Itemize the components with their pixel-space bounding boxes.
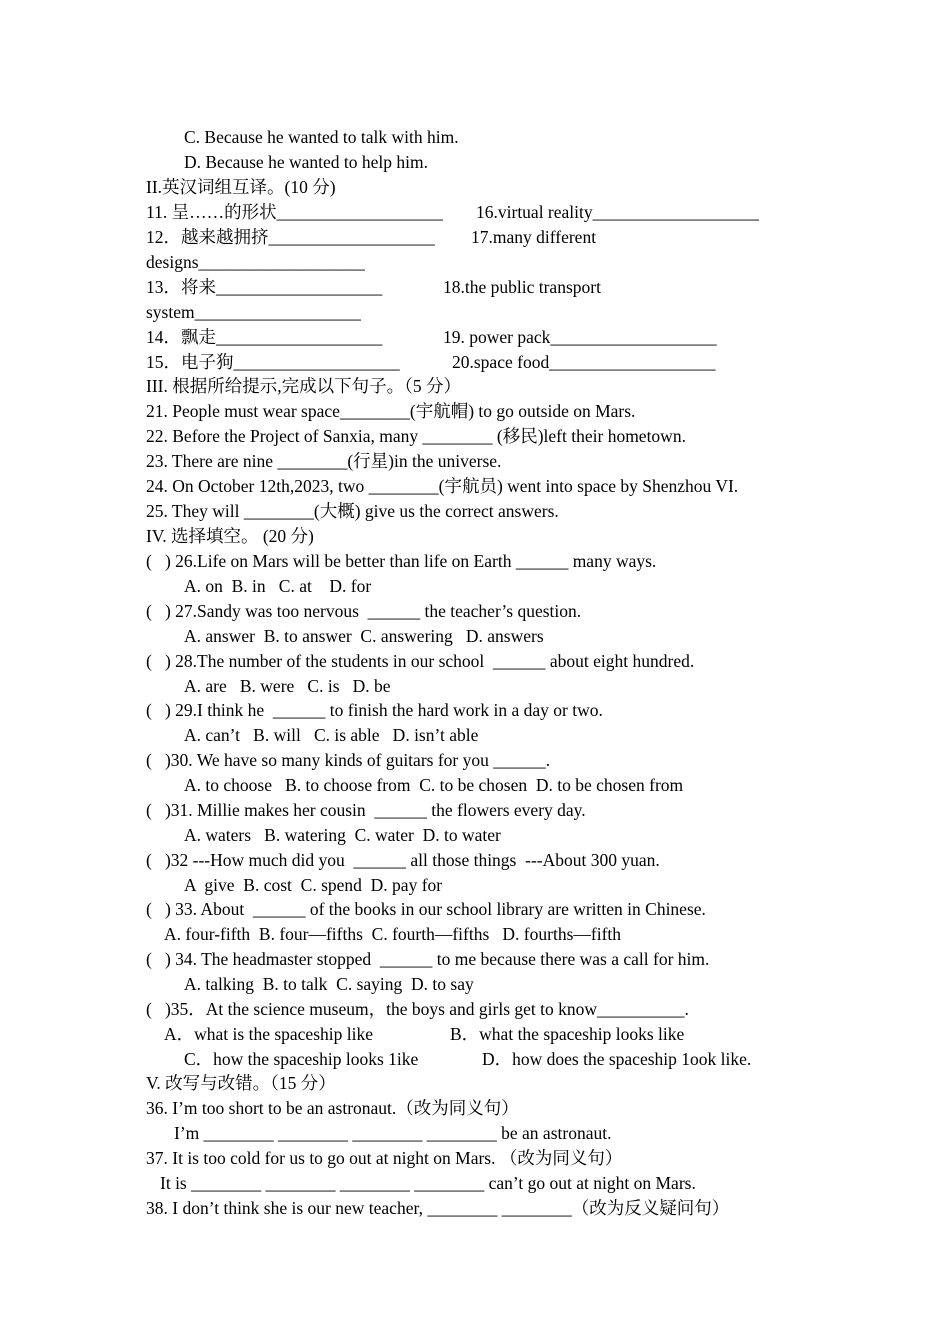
item-18: 18.the public transport bbox=[443, 277, 601, 297]
item-23: 23. There are nine ________(行星)in the universe. bbox=[146, 451, 502, 471]
question-37: 37. It is too cold for us to go out at night on Mars. （改为同义句） bbox=[146, 1148, 623, 1168]
section-ii-heading: II.英汉词组互译。(10 分) bbox=[146, 177, 336, 197]
question-27: ( ) 27.Sandy was too nervous ______ the teacher’s question. bbox=[146, 601, 582, 621]
item-18-cont: system___________________ bbox=[146, 302, 361, 322]
item-13: 13．将来___________________ bbox=[146, 277, 383, 297]
question-36: 36. I’m too short to be an astronaut.（改为同义句） bbox=[146, 1098, 519, 1118]
question-32: ( )32 ---How much did you ______ all those things ---About 300 yuan. bbox=[146, 850, 660, 870]
options-33: A. four-fifth B. four—fifths C. fourth—fifths D. fourths—fifth bbox=[164, 924, 622, 944]
options-28: A. are B. were C. is D. be bbox=[184, 676, 391, 696]
item-16: 16.virtual reality___________________ bbox=[476, 202, 759, 222]
question-33: ( ) 33. About ______ of the books in our school library are written in Chinese. bbox=[146, 899, 706, 919]
item-12: 12．越来越拥挤___________________ bbox=[146, 227, 435, 247]
question-38: 38. I don’t think she is our new teacher, ________ ________（改为反义疑问句） bbox=[146, 1198, 730, 1218]
item-24: 24. On October 12th,2023, two ________(宇航员) went into space by Shenzhou VI. bbox=[146, 476, 739, 496]
option-35b: B．what the spaceship looks like bbox=[450, 1024, 685, 1044]
item-25: 25. They will ________(大概) give us the correct answers. bbox=[146, 501, 559, 521]
question-28: ( ) 28.The number of the students in our school ______ about eight hundred. bbox=[146, 651, 695, 671]
option-d-prev: D. Because he wanted to help him. bbox=[184, 152, 428, 172]
options-32: A give B. cost C. spend D. pay for bbox=[184, 875, 443, 895]
item-19: 19. power pack___________________ bbox=[443, 327, 717, 347]
question-31: ( )31. Millie makes her cousin ______ the flowers every day. bbox=[146, 800, 586, 820]
question-30: ( )30. We have so many kinds of guitars for you ______. bbox=[146, 750, 551, 770]
options-30: A. to choose B. to choose from C. to be chosen D. to be chosen from bbox=[184, 775, 684, 795]
options-31: A. waters B. watering C. water D. to water bbox=[184, 825, 501, 845]
option-35a: A．what is the spaceship like bbox=[164, 1024, 373, 1044]
item-17-cont: designs___________________ bbox=[146, 252, 365, 272]
item-17: 17.many different bbox=[471, 227, 597, 247]
section-v-heading: V. 改写与改错。（15 分） bbox=[146, 1073, 336, 1093]
option-35d: D．how does the spaceship 1ook like. bbox=[482, 1049, 752, 1069]
question-35: ( )35．At the science museum，the boys and girls get to know__________. bbox=[146, 999, 689, 1019]
answer-37: It is ________ ________ ________ ________ can’t go out at night on Mars. bbox=[160, 1173, 696, 1193]
option-35c: C．how the spaceship looks 1ike bbox=[184, 1049, 419, 1069]
question-34: ( ) 34. The headmaster stopped ______ to me because there was a call for him. bbox=[146, 949, 710, 969]
options-34: A. talking B. to talk C. saying D. to say bbox=[184, 974, 474, 994]
item-14: 14．飘走___________________ bbox=[146, 327, 383, 347]
question-26: ( ) 26.Life on Mars will be better than life on Earth ______ many ways. bbox=[146, 551, 657, 571]
item-15: 15．电子狗___________________ bbox=[146, 352, 400, 372]
option-c-prev: C. Because he wanted to talk with him. bbox=[184, 127, 459, 147]
section-iii-heading: III. 根据所给提示,完成以下句子。（5 分） bbox=[146, 376, 461, 396]
item-22: 22. Before the Project of Sanxia, many ________ (移民)left their hometown. bbox=[146, 426, 686, 446]
options-27: A. answer B. to answer C. answering D. answers bbox=[184, 626, 544, 646]
answer-36: I’m ________ ________ ________ ________ be an astronaut. bbox=[174, 1123, 612, 1143]
options-26: A. on B. in C. at D. for bbox=[184, 576, 372, 596]
question-29: ( ) 29.I think he ______ to finish the hard work in a day or two. bbox=[146, 700, 603, 720]
options-29: A. can’t B. will C. is able D. isn’t able bbox=[184, 725, 479, 745]
item-11: 11. 呈……的形状___________________ bbox=[146, 202, 443, 222]
item-21: 21. People must wear space________(宇航帽) to go outside on Mars. bbox=[146, 401, 636, 421]
section-iv-heading: IV. 选择填空。 (20 分) bbox=[146, 526, 314, 546]
item-20: 20.space food___________________ bbox=[452, 352, 716, 372]
